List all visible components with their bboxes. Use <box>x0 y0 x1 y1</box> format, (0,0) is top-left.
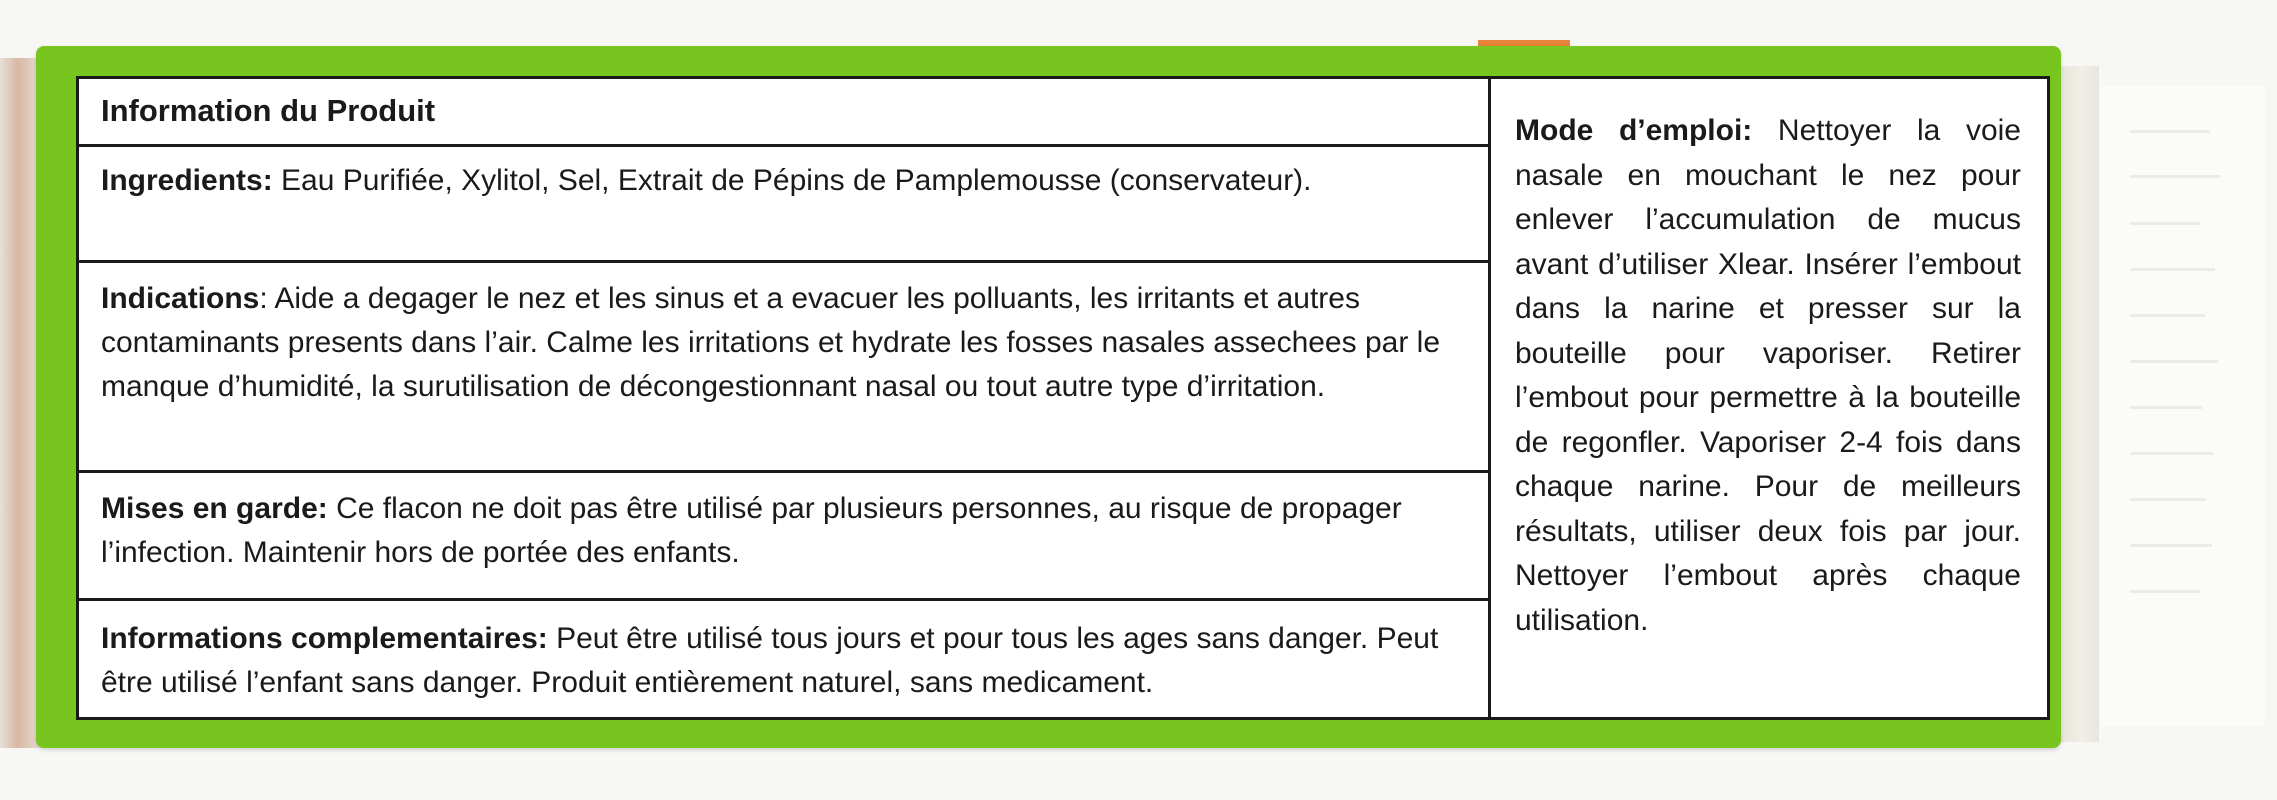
faded-text-line <box>2130 130 2210 133</box>
indications-text: : Aide a degager le nez et les sinus et a evacuer les polluants, les irritants et autres contaminants presents dans l’air. Calme les irritations et hydrate les fosses nasales assechees par le manque d’humidité, la surutilisation de décongestionnant nasal ou tout autre type d’irritation. <box>101 281 1440 403</box>
faded-text-line <box>2130 360 2218 363</box>
indications-label: Indications <box>101 281 260 315</box>
faded-text-line <box>2130 498 2206 501</box>
additional-info-row <box>79 601 1488 717</box>
ingredients-label: Ingredients: <box>101 164 273 197</box>
faded-text-line <box>2130 222 2200 225</box>
indications-row <box>79 263 1488 473</box>
product-info-table <box>76 76 2050 720</box>
directions-text: Nettoyer la voie nasale en mouchant le nez pour enlever l’accumulation de mucus avant d’utiliser Xlear. Insérer l’embout dans la narine et presser sur la bouteille pour vaporiser. Retirer l’embout pour permettre à la bouteille de regonfler. Vaporiser 2-4 fois dans chaque narine. Pour de meilleurs résultats, utiliser deux fois par jour. Nettoyer l’embout après chaque utilisation. <box>1515 114 2021 637</box>
faded-text-line <box>2130 406 2202 409</box>
ingredients-text: Eau Purifiée, Xylitol, Sel, Extrait de Pépins de Pamplemousse (conservateur). <box>272 164 1312 197</box>
faded-text-line <box>2130 314 2205 317</box>
faded-text-line <box>2130 268 2215 271</box>
faded-text-line <box>2130 175 2220 178</box>
warnings-row <box>79 473 1488 601</box>
warnings-text: Ce flacon ne doit pas être utilisé par plusieurs personnes, au risque de propager l’infection. Maintenir hors de portée des enfants. <box>101 491 1402 569</box>
faded-text-line <box>2130 590 2200 593</box>
warnings-label: Mises en garde: <box>101 491 328 525</box>
table-header-text: Information du Produit <box>101 93 436 128</box>
faded-text-line <box>2130 544 2212 547</box>
additional-info-text: Peut être utilisé tous jours et pour tous les ages sans danger. Peut être utilisé l’enfant sans danger. Produit entièrement naturel, sans medicament. <box>101 622 1439 700</box>
faded-text-line <box>2130 452 2214 455</box>
directions-block <box>1515 109 2021 643</box>
info-column <box>79 79 1491 717</box>
additional-info-label: Informations complementaires: <box>101 622 548 656</box>
ingredients-row <box>79 147 1488 263</box>
directions-column <box>1491 79 2047 717</box>
product-box-side <box>36 46 2061 748</box>
table-header <box>79 79 1488 147</box>
box-right-side <box>2055 66 2099 742</box>
directions-label: Mode d’emploi: <box>1515 114 1753 147</box>
